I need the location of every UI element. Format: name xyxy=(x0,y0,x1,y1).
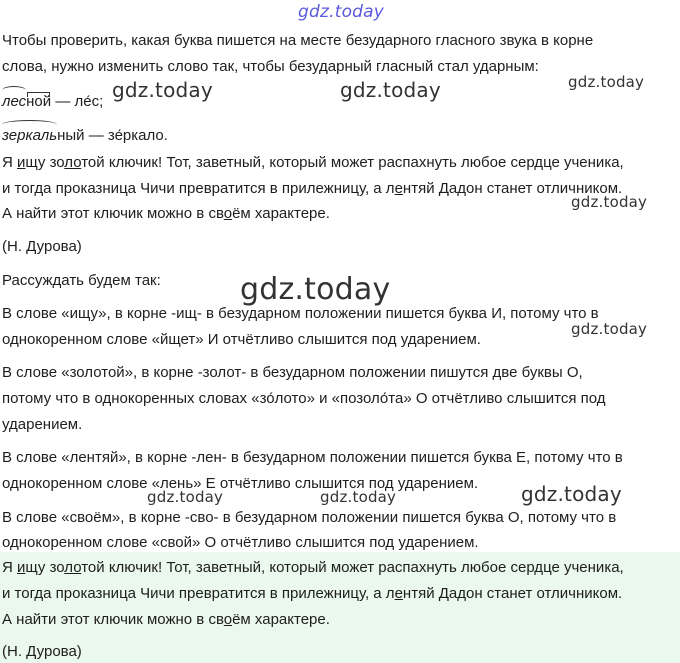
text2-line-1: Я ищу золотой ключик! Тот, заветный, который может распахнуть любое сердце ученика, xyxy=(2,559,624,576)
watermark: gdz.today xyxy=(521,482,622,506)
reason-line: ударением. xyxy=(2,416,83,433)
watermark: gdz.today xyxy=(240,272,391,307)
watermark: gdz.today xyxy=(571,193,648,211)
example-zerkalo-root: зеркаль xyxy=(2,126,57,146)
example-les-check: — ле́с; xyxy=(51,93,104,110)
text2-line-3: А найти этот ключик можно в своём характере. xyxy=(2,611,330,628)
text1-author: (Н. Дурова) xyxy=(2,238,82,255)
text1-line-2: и тогда проказница Чичи превратится в прилежницу, а лентяй Дадон станет отличником. xyxy=(2,180,623,197)
example-zerkalo-ending: ный xyxy=(57,127,85,144)
watermark: gdz.today xyxy=(571,320,648,338)
watermark: gdz.today xyxy=(298,2,385,22)
text1-line-3: А найти этот ключик можно в своём характере. xyxy=(2,205,330,222)
reason-line: однокоренном слове «йщет» И отчётливо слышится под ударением. xyxy=(2,331,481,348)
example-les-root: лес xyxy=(2,92,26,112)
text2-author: (Н. Дурова) xyxy=(2,643,82,660)
reason-line: В слове «лентяй», в корне -лен- в безударном положении пишется буква Е, потому что в xyxy=(2,449,623,466)
example-zerkalo xyxy=(2,126,168,146)
reason-line: однокоренном слове «свой» О отчётливо слышится под ударением. xyxy=(2,534,479,551)
intro-line-1: Чтобы проверить, какая буква пишется на месте безударного гласного звука в корне xyxy=(2,32,594,49)
reason-line: В слове «ищу», в корне -ищ- в безударном положении пишется буква И, потому что в xyxy=(2,305,599,322)
reason-title: Рассуждать будем так: xyxy=(2,272,161,289)
reason-line: однокоренном слове «лень» Е отчётливо слышится под ударением. xyxy=(2,475,479,492)
example-les xyxy=(2,92,103,112)
text1-line-1: Я ищу золотой ключик! Тот, заветный, который может распахнуть любое сердце ученика, xyxy=(2,154,624,171)
reason-line: потому что в однокоренных словах «зо́лото» и «позоло́та» О отчётливо слышится под xyxy=(2,390,606,407)
watermark: gdz.today xyxy=(568,73,645,91)
reason-line: В слове «золотой», в корне -золот- в безударном положении пишутся две буквы О, xyxy=(2,364,583,381)
example-zerkalo-check: — зе́ркало. xyxy=(84,127,168,144)
watermark: gdz.today xyxy=(320,488,397,506)
example-les-suffix: ной xyxy=(26,93,52,110)
intro-line-2: слова, нужно изменить слово так, чтобы безударный гласный стал ударным: xyxy=(2,58,539,75)
watermark: gdz.today xyxy=(340,78,441,102)
text2-line-2: и тогда проказница Чичи превратится в прилежницу, а лентяй Дадон станет отличником. xyxy=(2,585,623,602)
reason-line: В слове «своём», в корне -сво- в безударном положении пишется буква О, потому что в xyxy=(2,509,617,526)
watermark: gdz.today xyxy=(147,488,224,506)
watermark: gdz.today xyxy=(112,78,213,102)
